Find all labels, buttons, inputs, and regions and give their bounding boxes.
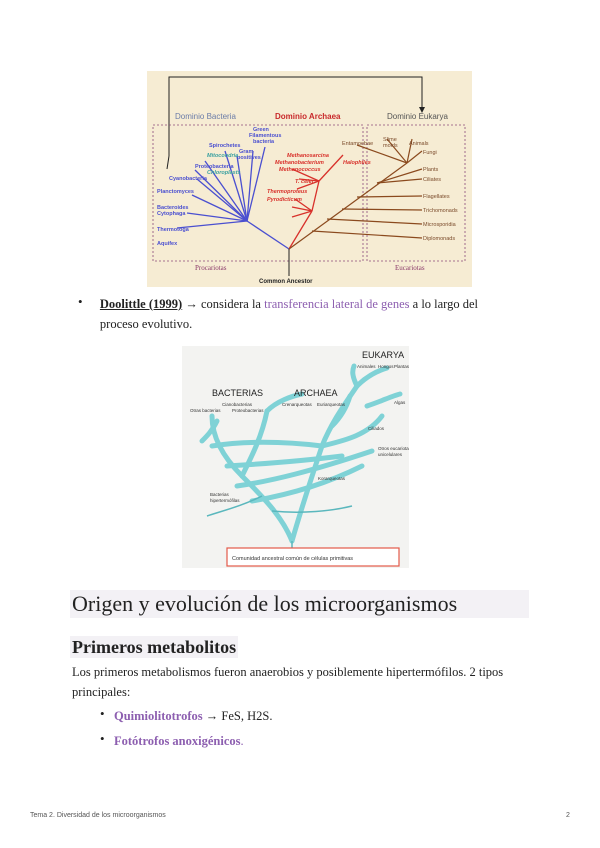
arrow-symbol: → bbox=[185, 297, 198, 311]
label-crenarqueotas: Crenarqueotas bbox=[282, 402, 312, 407]
label-methanobacterium: Methanobacterium bbox=[275, 160, 324, 166]
label-green-filamentous-3: bacteria bbox=[253, 139, 275, 145]
label-plants: Plants bbox=[423, 167, 439, 173]
label-thermoproteus: Thermoproteus bbox=[267, 189, 308, 195]
label-korarqueotas: Korarqueotas bbox=[318, 476, 346, 481]
label-mitocondria: Mitocondria bbox=[207, 153, 239, 159]
metabolism-paragraph: Los primeros metabolismos fueron anaerobios y posiblemente hipertermófilos. 2 tipos principales: bbox=[72, 665, 504, 699]
term-quimiolitotrofos: Quimiolitotrofos bbox=[114, 709, 203, 723]
label-chloroplasts: Chloroplasts bbox=[207, 170, 241, 176]
label-cytophaga: Cytophaga bbox=[157, 211, 186, 217]
label-hongos: Hongos bbox=[378, 364, 394, 369]
label-gram: Gram bbox=[239, 149, 254, 155]
label-microsporidia: Microsporidia bbox=[423, 222, 456, 228]
label-plantas: Plantas bbox=[394, 364, 409, 369]
ancestral-community-label: Comunidad ancestral común de células primitivas bbox=[232, 556, 354, 562]
label-green-filamentous: Green bbox=[253, 127, 269, 133]
term-fototrofos-rest: . bbox=[240, 734, 244, 748]
label-euriarqueotas: Euriarqueotas bbox=[317, 402, 346, 407]
label-green-filamentous-2: Filamentous bbox=[249, 133, 282, 139]
term-fototrofos: Fotótrofos anoxigénicos bbox=[114, 734, 241, 748]
footer-page-number: 2 bbox=[566, 812, 570, 819]
doolittle-text-after: a lo largo del proceso evolutivo. bbox=[99, 297, 479, 331]
reticulated-tree-figure bbox=[182, 346, 409, 568]
term-quimiolitotrofos-rest: → FeS, H2S. bbox=[202, 709, 273, 723]
bullet-dot: • bbox=[100, 731, 105, 746]
label-methanococcus: Methanococcus bbox=[279, 167, 321, 173]
subsection-heading: Primeros metabolitos bbox=[72, 637, 237, 657]
label-methanosarcina: Methanosarcina bbox=[287, 153, 329, 159]
label-algas: Algas bbox=[394, 400, 406, 405]
label-slime: Slime bbox=[383, 137, 397, 143]
phylogenetic-tree-figure bbox=[147, 71, 472, 287]
domain-eukarya-label: Dominio Eukarya bbox=[387, 112, 448, 121]
label-diplomonads: Diplomonads bbox=[423, 236, 456, 242]
label-ciliates: Ciliates bbox=[423, 177, 442, 183]
label-unicelulares: unicelulares bbox=[378, 452, 403, 457]
label-positives: positives bbox=[237, 155, 261, 161]
domain-archaea-label: Dominio Archaea bbox=[275, 112, 341, 121]
label-cianobacterias: Cianobacterias bbox=[222, 402, 253, 407]
doolittle-bullet bbox=[78, 294, 518, 334]
archaea-group-label: ARCHAEA bbox=[294, 388, 338, 398]
label-entamoebae: Entamoebae bbox=[342, 141, 374, 147]
section-heading: Origen y evolución de los microorganismos bbox=[70, 590, 529, 618]
label-proteobacteria: Proteobacteria bbox=[195, 164, 234, 170]
label-animals: Animals bbox=[409, 141, 429, 147]
label-flagellates: Flagellates bbox=[423, 194, 450, 200]
label-thermotoga: Thermotoga bbox=[157, 227, 189, 233]
doolittle-author: Doolittle (1999) bbox=[99, 297, 183, 311]
label-trichomonads: Trichomonads bbox=[423, 208, 458, 214]
list-item-fototrofos bbox=[100, 731, 500, 751]
bullet-dot: • bbox=[78, 294, 83, 309]
label-planctomyces: Planctomyces bbox=[157, 189, 194, 195]
lateral-transfer-term: transferencia lateral de genes bbox=[264, 297, 410, 311]
label-pyrodicticum: Pyrodicticum bbox=[267, 197, 302, 203]
label-halophiles: Halophiles bbox=[343, 160, 371, 166]
label-fungi: Fungi bbox=[423, 150, 437, 156]
reticulated-tree-drawing bbox=[182, 346, 409, 568]
label-t-celer: T. celer bbox=[295, 179, 314, 185]
label-molds: molds bbox=[383, 143, 398, 149]
eukarya-group-label: EUKARYA bbox=[362, 350, 405, 360]
label-hipertermofilas: hipertermófilas bbox=[210, 498, 240, 503]
bacterias-group-label: BACTERIAS bbox=[212, 388, 264, 398]
label-eucariotas: Eucariotas bbox=[395, 264, 425, 272]
label-aquifex: Aquifex bbox=[157, 241, 178, 247]
list-item-quimiolitotrofos bbox=[100, 706, 500, 726]
label-proteobacterias: Proteobacterias bbox=[232, 408, 264, 413]
doolittle-text-before: considera la bbox=[197, 297, 265, 311]
label-otras-bacterias: Otras bacterias bbox=[190, 408, 221, 413]
label-cyanobacteria: Cyanobacteria bbox=[169, 176, 207, 182]
label-procariotas: Procariotas bbox=[195, 264, 227, 272]
label-bacterias-hiper: Bacterias bbox=[210, 492, 229, 497]
label-animales: Animales bbox=[357, 364, 376, 369]
label-bacteroides: Bacteroides bbox=[157, 205, 189, 211]
footer-title: Tema 2. Diversidad de los microorganismos bbox=[30, 812, 166, 819]
domain-bacteria-label: Dominio Bacteria bbox=[175, 112, 236, 121]
label-otros-eucariotas: Otros eucariotas bbox=[378, 446, 409, 451]
label-spirochetes: Spirochetes bbox=[209, 143, 241, 149]
label-common-ancestor: Common Ancestor bbox=[259, 279, 313, 285]
phylogenetic-tree-drawing bbox=[147, 71, 472, 287]
bullet-dot: • bbox=[100, 706, 105, 721]
label-ciliados: Ciliados bbox=[368, 426, 385, 431]
